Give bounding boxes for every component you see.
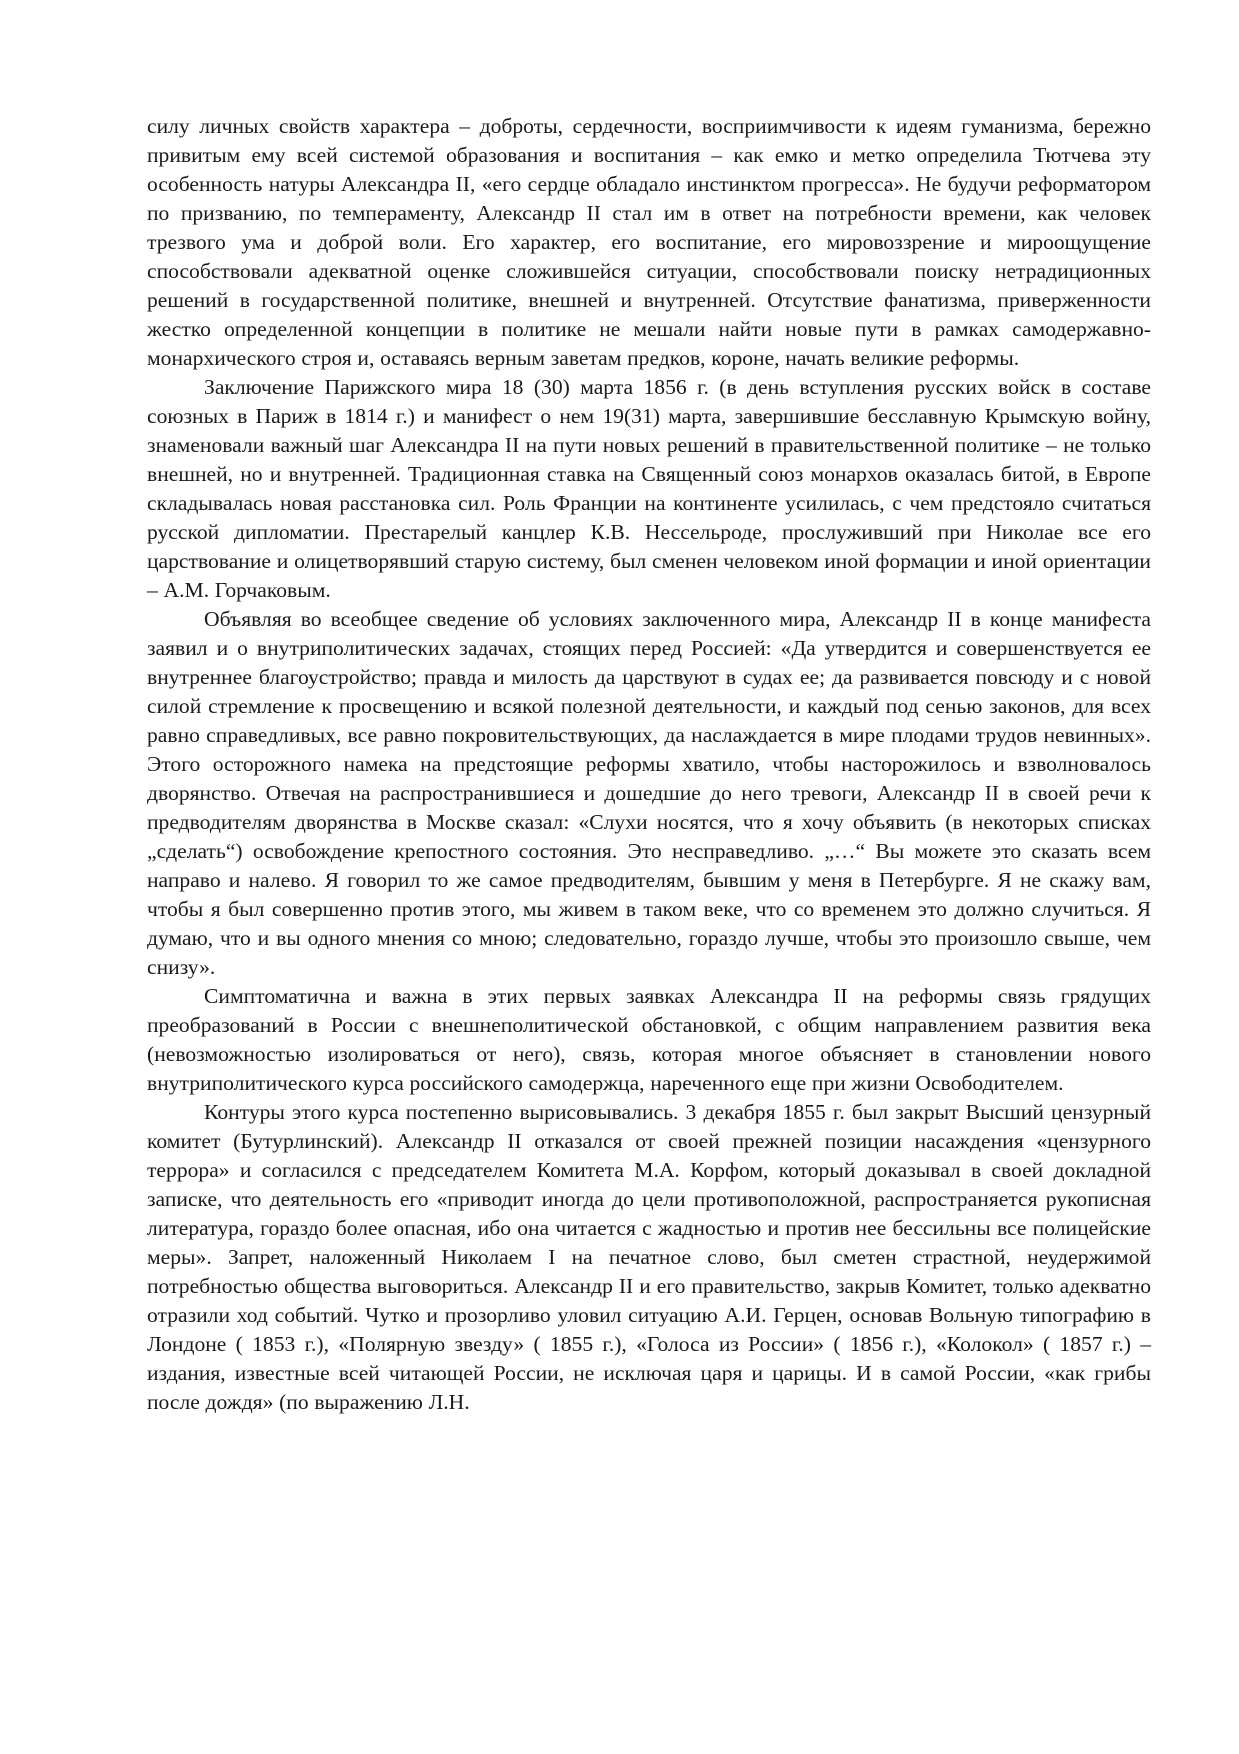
paragraph-4: Симптоматична и важна в этих первых заявках Александра II на реформы связь грядущих преобразований в России с внешнеполитической обстановкой, с общим направлением развития века (невозможностью изолироваться от него), связь, которая многое объясняет в становлении нового внутриполитического курса российского самодержца, нареченного еще при жизни Освободителем. [147,984,1151,1095]
paragraph-1: силу личных свойств характера – доброты, сердечности, восприимчивости к идеям гуманизма, бережно привитым ему всей системой образования и воспитания – как емко и метко определила Тютчева эту особенность натуры Александра II, «его сердце обладало инстинктом прогресса». Не будучи реформатором по призванию, по темпераменту, Александр II стал им в ответ на потребности времени, как человек трезвого ума и доброй воли. Его характер, его воспитание, его мировоззрение и мироощущение способствовали адекватной оценке сложившейся ситуации, способствовали поиску нетрадиционных решений в государственной политике, внешней и внутренней. Отсутствие фанатизма, приверженности жестко определенной концепции в политике не мешали найти новые пути в рамках самодержавно-монархического строя и, оставаясь верным заветам предков, короне, начать великие реформы. [147,114,1151,370]
paragraph-3: Объявляя во всеобщее сведение об условиях заключенного мира, Александр II в конце манифеста заявил и о внутриполитических задачах, стоящих перед Россией: «Да утвердится и совершенствуется ее внутреннее благоустройство; правда и милость да царствуют в судах ее; да развивается повсюду и с новой силой стремление к просвещению и всякой полезной деятельности, и каждый под сенью законов, для всех равно справедливых, все равно покровительствующих, да наслаждается в мире плодами трудов невинных». Этого осторожного намека на предстоящие реформы хватило, чтобы насторожилось и взволновалось дворянство. Отвечая на распространившиеся и дошедшие до него тревоги, Александр II в своей речи к предводителям дворянства в Москве сказал: «Слухи носятся, что я хочу объявить (в некоторых списках „сделать“) освобождение крепостного состояния. Это несправедливо. „…“ Вы можете это сказать всем направо и налево. Я говорил то же самое предводителям, бывшим у меня в Петербурге. Я не скажу вам, чтобы я был совершенно против этого, мы живем в таком веке, что со временем это должно случиться. Я думаю, что и вы одного мнения со мною; следовательно, гораздо лучше, чтобы это произошло свыше, чем снизу». [147,607,1151,979]
paragraph-5: Контуры этого курса постепенно вырисовывались. 3 декабря 1855 г. был закрыт Высший цензурный комитет (Бутурлинский). Александр II отказался от своей прежней позиции насаждения «цензурного террора» и согласился с председателем Комитета М.А. Корфом, который доказывал в своей докладной записке, что деятельность его «приводит иногда до цели противоположной, распространяется рукописная литература, гораздо более опасная, ибо она читается с жадностью и против нее бессильны все полицейские меры». Запрет, наложенный Николаем I на печатное слово, был сметен страстной, неудержимой потребностью общества выговориться. Александр II и его правительство, закрыв Комитет, только адекватно отразили ход событий. Чутко и прозорливо уловил ситуацию А.И. Герцен, основав Вольную типографию в Лондоне ( 1853 г.), «Полярную звезду» ( 1855 г.), «Голоса из России» ( 1856 г.), «Колокол» ( 1857 г.) – издания, известные всей читающей России, не исключая царя и царицы. И в самой России, «как грибы после дождя» (по выражению Л.Н. [147,1100,1151,1414]
paragraph-2: Заключение Парижского мира 18 (30) марта 1856 г. (в день вступления русских войск в составе союзных в Париж в 1814 г.) и манифест о нем 19(31) марта, завершившие бесславную Крымскую войну, знаменовали важный шаг Александра II на пути новых решений в правительственной политике – не только внешней, но и внутренней. Традиционная ставка на Священный союз монархов оказалась битой, в Европе складывалась новая расстановка сил. Роль Франции на континенте усилилась, с чем предстояло считаться русской дипломатии. Престарелый канцлер К.В. Нессельроде, прослуживший при Николае все его царствование и олицетворявший старую систему, был сменен человеком иной формации и иной ориентации – А.М. Горчаковым. [147,375,1151,602]
document-page [147,112,1151,1417]
